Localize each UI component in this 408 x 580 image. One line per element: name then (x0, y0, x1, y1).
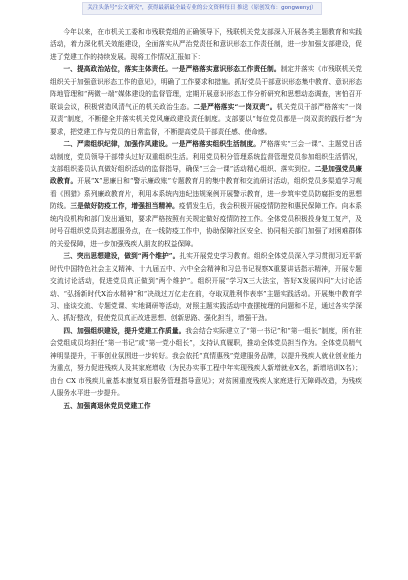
section-2-text-3: 疫情发生后，我会积极开展疫情防控和惠民保障工作。向本系统内设机构和部门发出通知，要求严格按照有关规定做好疫情防控工作。全体党员积极投身复工复产，及时号召组织党员到志愿服务点，在一线防疫工作中，协助保障社区安全、协同相关部门加强了对困难群体的关爱保障，进一步加强残疾人朋友的权益保障。 (50, 202, 362, 248)
document-body (50, 24, 362, 412)
section-4-text: 我会结合实际建立了“第一书记”和“第一组长”制度，所有驻会党组成员均担任“第一书记”或“第一党小组长”，支持认真履职，推动全体党员担当作为。全体党员精气神明显提升，干事创业氛围进一步转好。我会依托“真情惠残”党建服务品牌，以提升残疾人就业创业能力为重点，努力促进残疾人及其家庭增收（为民办实事工程中年实现残疾人新增就业X名，新增培训X名）；由台 CX 市残疾儿童基本康复项目服务管理指导意见》；对贫困重度残疾人家庭进行无障碍改造，为残疾人服务水平进一步提升。 (50, 326, 363, 398)
section-2-subheading: 二是加强党员廉政教育。 (50, 164, 363, 186)
section-3-text: 扎实开展党史学习教育。组织全体党员深入学习贯彻习近平新时代中国特色社会主义精神、十九届五中、六中全会精神和习总书记视察X重要讲话指示精神，开展专题交流讨论活动，促进党员真正做到“两个维护”。组织开展“学习X三大法宝，答好X发展四问”大讨论活动、“弘扬新时代X治水精神”和“决战过万亿走在前，夺取双胜利作表率”主题实践活动。开展集中教育学习、座谈交流、专题党课、实地调研等活动，对照主题实践活动中查摆梳理的问题和不足，通过各实学深入、抓好整改，促使党员真正改进思想、创新思路、强化担当，增强干劲。 (50, 252, 362, 323)
section-2-text-2: 开展“X”思廉日和“警示廉政账”专题教育月的集中教育和交流研讨活动，组织党员多渠道学习观看《围猎》系列廉政教育片，利用本系统内违纪违规案例开展警示教育，进一步筑牢党员防腐拒变的思想防线。 (50, 177, 362, 211)
section-2-subheading-2: 三是做好防疫工作，增强担当精神。 (70, 202, 179, 211)
section-1-paragraph (50, 63, 362, 138)
section-4-heading: 四、加强组织建设，提升党建工作质量。 (63, 326, 186, 335)
section-2-heading: 二、严肃组织纪律，加强作风建设。一是严格落实组织生活制度。 (63, 140, 261, 149)
section-2-text: 严格落实“三会一课”、主题党日活动制度，党员领导干部带头过好双重组织生活。利用党员积分管理系统监督管理党员参加组织生活情况，支部组织委员认真做好组织活动的监督指导，确保“三会一课”活动精心组织、落实到位。 (50, 140, 363, 173)
section-1-text: 制定并落实《市残联机关党组织关于加强意识形态工作的意见》，明确了工作要求和措施。抓好党员干部意识形态集中教育、意识形态阵地管理和“两微一端”媒体建设的监督管理，定期开展意识形态工作分析研究和思想动态调查，害怕召开联谈会议，积极营造风清气正的机关政治生态。 (50, 65, 362, 111)
section-3-heading: 三、突出思想建设，做到“两个维护”。 (63, 252, 180, 261)
section-3-paragraph (50, 250, 362, 325)
section-1-heading: 一、提高政治站位，落实主体责任。一是严格落实意识形态工作责任制。 (63, 65, 281, 74)
section-1-text-2: 机关党员干部严格落实“一岗双责”制度，不断健全并落实机关党风廉政建设责任制度。支部要以“每位党员都是一岗双责的践行者”为要求，把党建工作与党员的日常监督，不断提高党员干部责任感、使命感。 (50, 102, 362, 136)
section-4-paragraph (50, 325, 362, 400)
section-1-subheading: 二是严格落实“一岗双责”。 (193, 102, 277, 111)
section-2-paragraph (50, 138, 362, 250)
intro-paragraph: 今年以来，在市机关工委和市残联党组的正确领导下，残联机关党支部深入开展各类主题教育和实践活动，着力深化机关效能建设，全面落实从严治党责任和意识形态工作责任制，进一步加强支部建设，促进了党建工作的持续发展。现将工作情况汇报如下： (50, 28, 362, 61)
source-banner[interactable]: 关注头条号"公文研究"，获得最新最全最专业的公文资料每日 推送（原创发布：gongwenyj） (82, 2, 322, 15)
section-5-heading: 五、加强离退休党员党建工作 (63, 401, 151, 410)
